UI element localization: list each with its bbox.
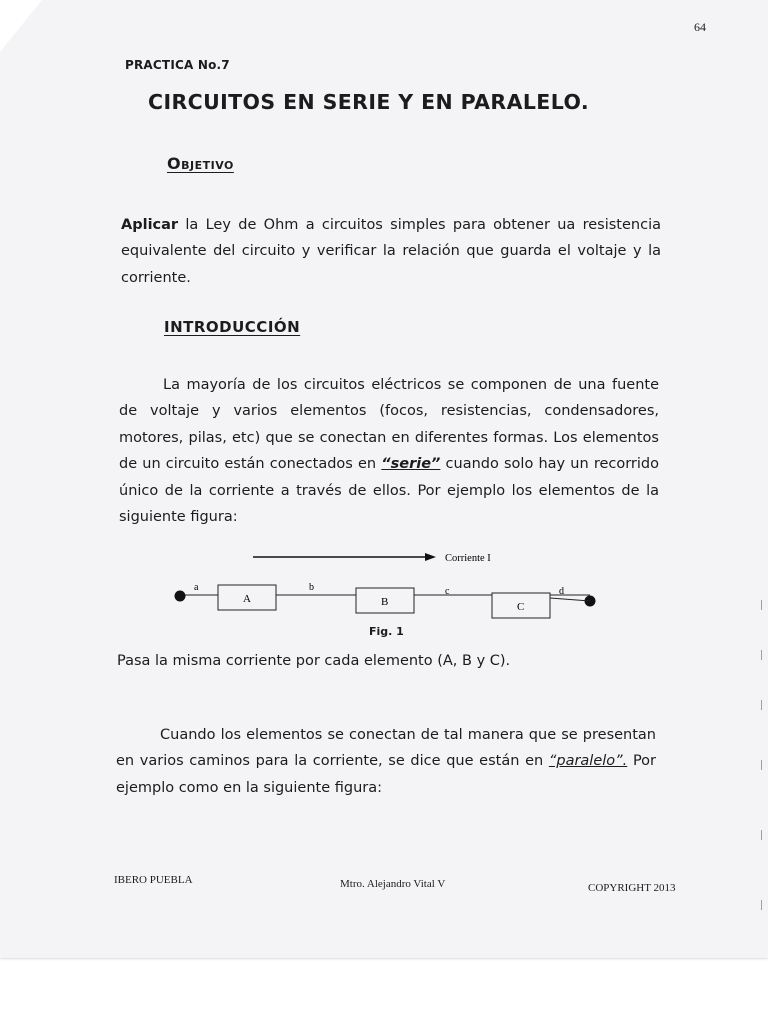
series-text-end: cuando solo hay un recorrido único de la corriente a través de ellos. Por ejemplo los elementos de la siguiente figura: [119,456,659,526]
element-c-label: C [517,601,525,613]
wire-d-end [550,598,590,601]
left-terminal [175,591,186,602]
parallel-paragraph [116,722,656,801]
series-paragraph [119,372,659,530]
same-current-statement: Pasa la misma corriente por cada elemento (A, B y C). [117,653,511,669]
node-c-label: c [445,586,450,597]
figure-caption: Fig. 1 [369,625,404,638]
element-b-label: B [381,596,389,608]
binder-mark [761,760,766,770]
series-text-start: La mayoría de los circuitos eléctricos se componen de una fuente de voltaje y varios elementos (focos, resistencias, condensadores, motores, pilas, etc) que se conectan en diferentes formas. Los elementos de un circuito están conectados en [119,377,659,473]
node-b-label: b [309,582,314,593]
binder-mark [761,900,766,910]
binder-mark [761,700,766,710]
footer-author: Mtro. Alejandro Vital V [340,878,446,890]
page-number: 64 [694,20,706,34]
page-title: CIRCUITOS EN SERIE Y EN PARALELO. [148,90,590,114]
objective-heading: Objetivo [167,154,234,173]
node-a-label: a [194,582,199,593]
parallel-text-end: Por ejemplo como en la siguiente figura: [116,753,656,796]
current-label: Corriente I [445,553,491,564]
objective-text: la Ley de Ohm a circuitos simples para obtener ua resistencia equivalente del circuito y verificar la relación que guarda el voltaje y la corriente. [121,217,661,286]
binder-mark [761,650,766,660]
binder-mark [761,600,766,610]
objective-paragraph [121,212,661,291]
parallel-term: “paralelo”. [548,753,628,770]
binder-mark [761,830,766,840]
practice-label: PRACTICA No.7 [125,58,230,72]
series-term: “serie” [381,456,441,473]
footer-institution: IBERO PUEBLA [114,874,193,886]
node-d-label: d [559,586,564,597]
parallel-text-start: Cuando los elementos se conectan de tal manera que se presentan en varios caminos para la corriente, se dice que están en [116,727,656,770]
element-a-label: A [243,593,251,605]
current-arrowhead [425,553,436,561]
footer-copyright: COPYRIGHT 2013 [588,882,676,894]
introduction-heading: INTRODUCCIÓN [164,318,301,336]
folded-corner [0,0,42,52]
objective-lead: Aplicar [121,217,179,233]
